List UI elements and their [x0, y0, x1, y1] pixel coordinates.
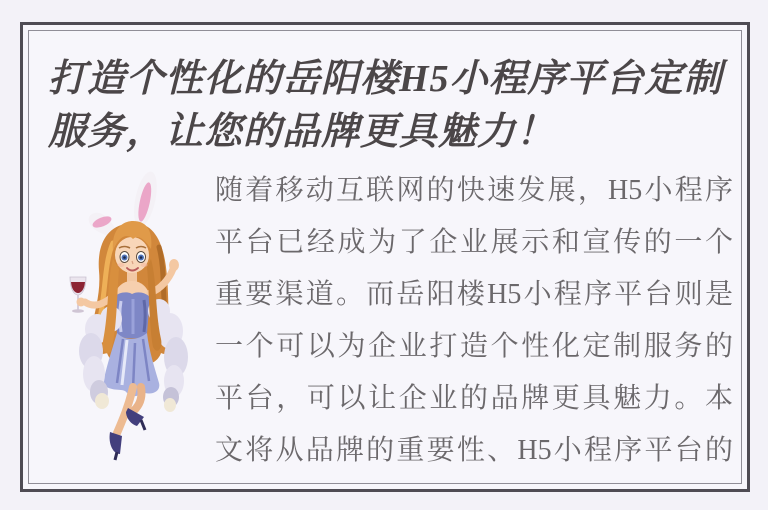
content-row — [29, 161, 741, 477]
high-heel-front — [110, 432, 122, 460]
body-line-6: 文将从品牌的重要性、H5小程序平台的 — [215, 435, 733, 466]
wine-glass — [70, 277, 86, 313]
title-line-2: 服务，让您的品牌更具魅力！ — [48, 111, 556, 153]
face — [113, 221, 152, 273]
card-inner-frame — [28, 30, 742, 484]
article-card — [20, 22, 750, 492]
legs — [110, 387, 145, 460]
body-line-4: 一个可以为企业打造个性化定制服务的 — [215, 331, 733, 362]
bunny-ear-upright — [130, 170, 161, 229]
eye-left — [120, 252, 129, 263]
bunny-girl-illustration — [53, 161, 215, 461]
page-title — [48, 53, 731, 159]
article-body — [215, 165, 733, 477]
bunny-girl-svg — [53, 161, 215, 461]
body-line-5: 平台，可以让企业的品牌更具魅力。本 — [215, 383, 733, 414]
body-line-2: 平台已经成为了企业展示和宣传的一个 — [215, 227, 733, 258]
body-line-1: 随着移动互联网的快速发展，H5小程序 — [215, 175, 733, 206]
title-line-1: 打造个性化的岳阳楼H5小程序平台定制 — [48, 58, 723, 100]
eye-right — [137, 252, 146, 263]
body-line-3: 重要渠道。而岳阳楼H5小程序平台则是 — [215, 279, 733, 310]
